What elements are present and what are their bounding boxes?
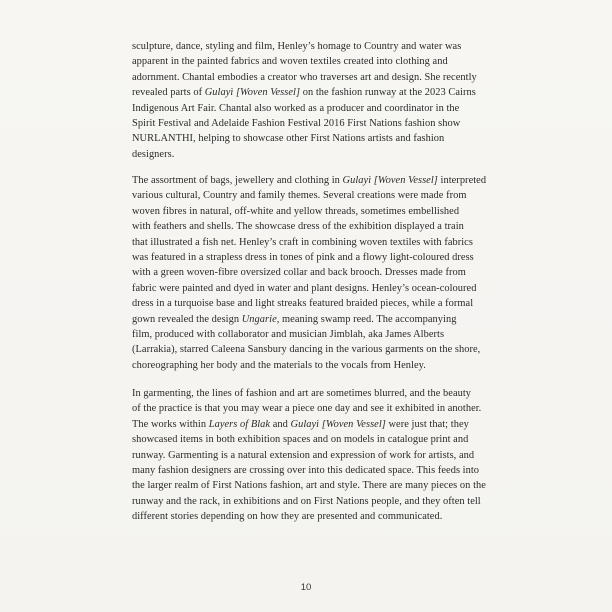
text-line: sculpture, dance, styling and film, Henley’s homage to Country and water was [132, 41, 462, 52]
text-line: The assortment of bags, jewellery and clothing in Gulayì [Woven Vessel] interpreted [132, 175, 487, 186]
text-line: showcased items in both exhibition spaces and on models in catalogue print and [132, 434, 469, 446]
paragraph-text [132, 173, 487, 373]
paragraph-text [132, 386, 484, 525]
italic-title: Gulayì [Woven Vessel] [290, 418, 386, 430]
paragraph-2 [132, 173, 487, 373]
italic-title: Layers of Blak [208, 418, 271, 430]
text-line: film, produced with collaborator and musician Jimblah, aka James Alberts [132, 329, 445, 341]
text-line: woven fibres in natural, off-white and yellow threads, sometimes embellished [132, 205, 460, 217]
italic-title: Gulayì [Woven Vessel] [342, 175, 438, 186]
page-number: 10 [300, 582, 312, 593]
text-line: revealed parts of Gulayì [Woven Vessel] on the fashion runway at the 2023 Cairns [132, 87, 476, 99]
text-line: various cultural, Country and family themes. Several creations were made from [132, 190, 467, 202]
text-line: The works within Layers of Blak and Gulayì [Woven Vessel] were just that; they [132, 418, 469, 430]
text-line: that illustrated a fish net. Henley’s craft in combining woven textiles with fabrics [132, 236, 473, 248]
paragraph-3 [132, 386, 484, 525]
text-line: was featured in a strapless dress in tones of pink and a flowy light-coloured dress [132, 252, 474, 264]
text-line: runway and the rack, in exhibitions and on First Nations people, and they often tell [132, 495, 481, 507]
text-line: (Larrakia), starred Caleena Sansbury dancing in the various garments on the shore, [132, 344, 481, 356]
italic-title: Ungarie [241, 313, 277, 325]
text-line: the larger realm of First Nations fashion, art and style. There are many pieces on the [132, 480, 486, 492]
text-line: with feathers and shells. The showcase dress of the exhibition displayed a train [132, 221, 464, 233]
text-line: gown revealed the design Ungarie, meaning swamp reed. The accompanying [132, 313, 457, 325]
text-line: dress in a turquoise base and light streaks featured braided pieces, while a formal [132, 298, 474, 310]
text-line: fabric were painted and dyed in water and plant designs. Henley’s ocean-coloured [132, 282, 477, 294]
text-line: designers. [132, 148, 175, 160]
text-line: NURLANTHI, helping to showcase other First Nations artists and fashion [132, 133, 445, 145]
paragraph-1 [132, 39, 484, 162]
text-line: apparent in the painted fabrics and woven textiles created into clothing and [132, 56, 448, 68]
italic-title: Gulayì [Woven Vessel] [204, 87, 301, 99]
paragraph-text [132, 39, 484, 162]
text-line: In garmenting, the lines of fashion and art are sometimes blurred, and the beauty [132, 388, 472, 399]
text-line: runway. Garmenting is a natural extension and expression of work for artists, and [132, 449, 475, 461]
text-line: different stories depending on how they are presented and communicated. [132, 511, 443, 523]
text-line: choreographing her body and the materials to the vocals from Henley. [132, 359, 426, 371]
text-line: Indigenous Art Fair. Chantal also worked as a producer and coordinator in the [132, 102, 460, 114]
text-line: adornment. Chantal embodies a creator who traverses art and design. She recently [132, 71, 477, 83]
text-line: of the practice is that you may wear a piece one day and see it exhibited in another. [132, 403, 482, 415]
text-line: many fashion designers are crossing over into this dedicated space. This feeds into [132, 465, 480, 477]
text-line: Spirit Festival and Adelaide Fashion Festival 2016 First Nations fashion show [132, 118, 461, 130]
text-line: with a green woven-fibre oversized collar and back brooch. Dresses made from [132, 267, 466, 279]
